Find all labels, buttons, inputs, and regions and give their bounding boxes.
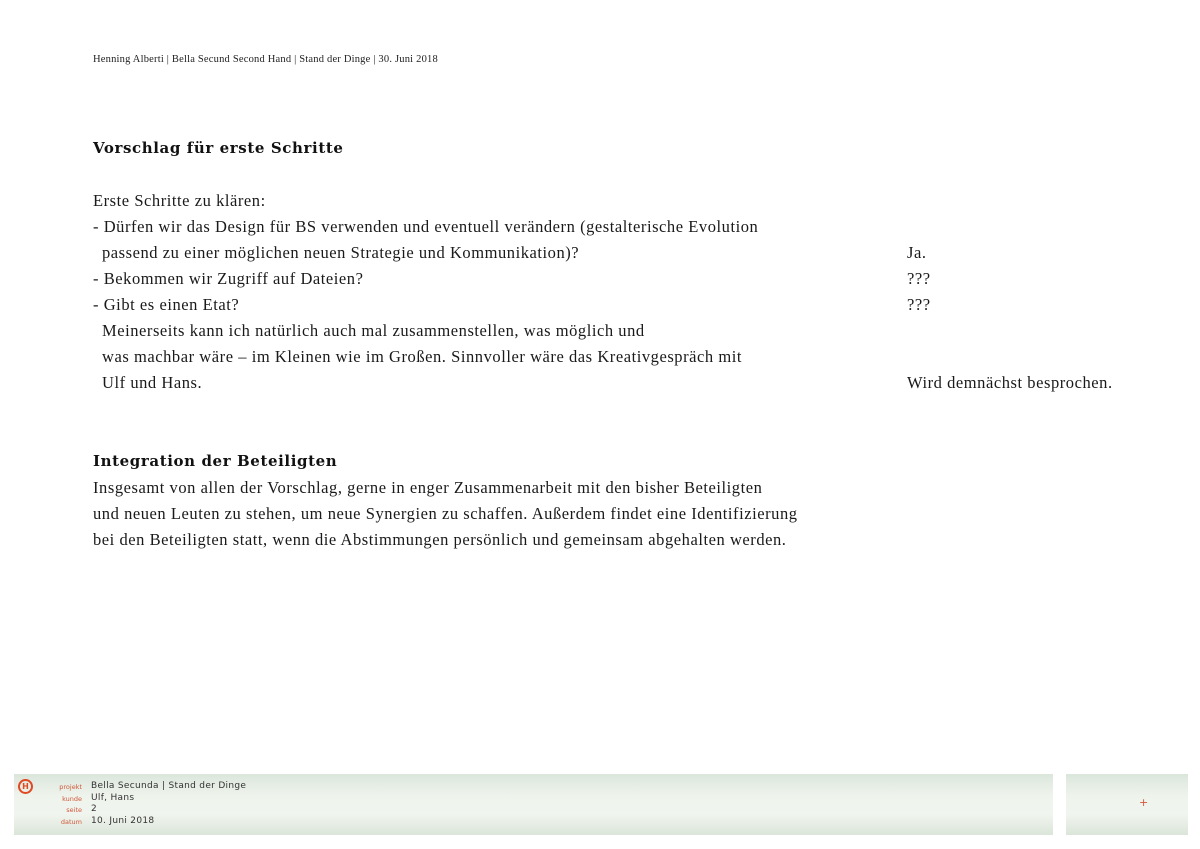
body-line: und neuen Leuten zu stehen, um neue Synergien zu schaffen. Außerdem findet eine Identifizierung — [93, 504, 798, 523]
body-line: - Gibt es einen Etat? — [93, 295, 240, 314]
section-title-first-steps: Vorschlag für erste Schritte — [93, 139, 344, 157]
footer-label-seite: seite — [66, 806, 82, 814]
footer-label-datum: datum — [60, 818, 82, 826]
body-line: Ulf und Hans. — [102, 373, 203, 392]
section-title-integration: Integration der Beteiligten — [93, 452, 338, 470]
footer-value-seite: 2 — [91, 804, 98, 814]
body-line: - Bekommen wir Zugriff auf Dateien? — [93, 269, 364, 288]
body-line: was machbar wäre – im Kleinen wie im Großen. Sinnvoller wäre das Kreativgespräch mit — [102, 347, 743, 366]
answer-budget: ??? — [907, 295, 931, 314]
answer-design: Ja. — [907, 243, 927, 262]
answer-creative-talk: Wird demnächst besprochen. — [907, 373, 1113, 392]
body-line: passend zu einer möglichen neuen Strategie und Kommunikation)? — [102, 243, 580, 262]
footer-label-projekt: projekt — [59, 783, 82, 791]
footer-label-kunde: kunde — [62, 795, 82, 803]
body-line: bei den Beteiligten statt, wenn die Abstimmungen persönlich und gemeinsam abgehalten werden. — [93, 530, 787, 549]
h-logo-icon: H — [18, 779, 33, 794]
answer-files: ??? — [907, 269, 931, 288]
body-line: Insgesamt von allen der Vorschlag, gerne in enger Zusammenarbeit mit den bisher Beteiligten — [93, 478, 763, 497]
body-line: Meinerseits kann ich natürlich auch mal zusammenstellen, was möglich und — [102, 321, 645, 340]
running-header: Henning Alberti | Bella Secund Second Hand | Stand der Dinge | 30. Juni 2018 — [93, 54, 438, 65]
footer-value-kunde: Ulf, Hans — [91, 793, 135, 803]
plus-icon: + — [1139, 796, 1149, 809]
footer-value-datum: 10. Juni 2018 — [91, 816, 155, 826]
body-line: - Dürfen wir das Design für BS verwenden und eventuell verändern (gestalterische Evolution — [93, 217, 759, 236]
footer-side-panel — [1066, 774, 1188, 835]
footer-value-projekt: Bella Secunda | Stand der Dinge — [91, 781, 247, 791]
intro-line: Erste Schritte zu klären: — [93, 191, 266, 210]
